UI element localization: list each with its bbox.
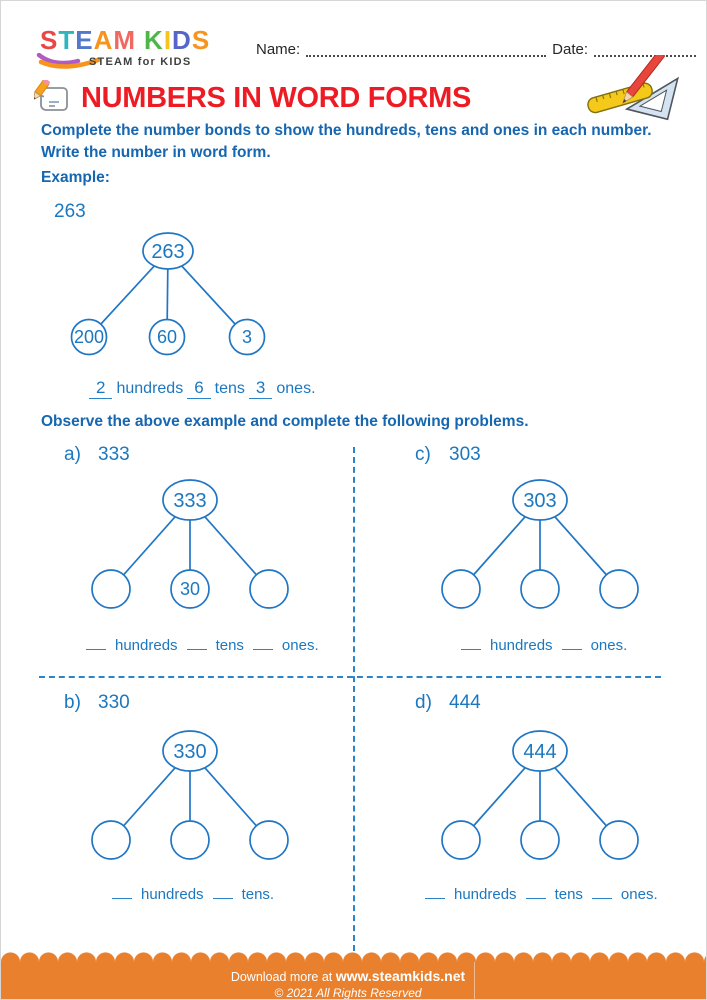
steam-kids-logo <box>40 25 211 68</box>
bond-child-value: 60 <box>156 327 178 347</box>
problem-a-number-bond <box>55 471 325 616</box>
observe-instruction: Observe the above example and complete the following problems. <box>41 413 529 430</box>
pencil-paper-icon <box>34 80 74 116</box>
answer-blank <box>592 885 612 899</box>
answer-blank <box>461 636 481 650</box>
answer-blank <box>213 885 233 899</box>
problem-d-answer-line: hundreds tens ones. <box>420 885 662 903</box>
footer-copyright: © 2021 All Rights Reserved <box>274 986 422 1000</box>
bond-top-value: 333 <box>173 490 207 512</box>
name-blank-line <box>306 42 546 57</box>
bond-top-value: 444 <box>523 741 557 763</box>
date-label: Date: <box>552 41 588 58</box>
answer-blank <box>425 885 445 899</box>
name-label: Name: <box>256 41 301 58</box>
horizontal-dashed-divider <box>39 676 661 678</box>
footer-band <box>1 962 706 999</box>
logo-word-kids: KIDS <box>144 25 211 55</box>
example-number: 263 <box>54 201 86 222</box>
answer-blank <box>187 636 207 650</box>
problem-b-answer-line: hundreds tens. <box>107 885 278 903</box>
problem-a-answer-line: hundreds tens ones. <box>81 636 323 654</box>
answer-blank <box>253 636 273 650</box>
answer-blank <box>112 885 132 899</box>
problem-c-label: c) 303 <box>415 444 481 465</box>
problem-a-label: a) 333 <box>64 444 130 465</box>
bond-child-value: 200 <box>73 327 105 347</box>
problem-d-number-bond <box>405 722 675 867</box>
example-answer-value: 2 <box>89 378 112 399</box>
page-title: NUMBERS IN WORD FORMS <box>81 81 472 114</box>
bond-child-value: 30 <box>179 579 201 599</box>
bond-top-value: 303 <box>523 490 557 512</box>
footer-download-line: Download more at www.steamkids.net <box>230 968 466 984</box>
bond-child-value: 3 <box>241 327 253 347</box>
logo-word-steam: STEAM <box>40 25 137 55</box>
footer-scallop-edge <box>1 951 706 962</box>
example-answer-line: 2 hundreds 6 tens 3 ones. <box>85 378 316 399</box>
example-answer-value: 6 <box>187 378 210 399</box>
problem-c-answer-line: hundreds ones. <box>456 636 631 654</box>
instructions-text: Complete the number bonds to show the hundreds, tens and ones in each number. Write the number in word form. <box>41 122 652 161</box>
footer <box>1 951 706 999</box>
problem-c-number-bond <box>405 471 675 616</box>
pencil-ruler-setsquare-icon <box>585 55 689 125</box>
answer-blank <box>86 636 106 650</box>
footer-site-url: www.steamkids.net <box>335 968 466 984</box>
logo-subtitle: STEAM for KIDS <box>89 56 192 68</box>
example-answer-value: 3 <box>249 378 272 399</box>
footer-text <box>1 968 695 1000</box>
bond-top-value: 330 <box>173 741 207 763</box>
example-label: Example: <box>41 169 110 186</box>
answer-blank <box>526 885 546 899</box>
problem-b-label: b) 330 <box>64 692 130 713</box>
answer-blank <box>562 636 582 650</box>
title-row <box>34 80 471 116</box>
bond-top-value: 263 <box>151 241 185 263</box>
example-number-bond <box>43 225 293 360</box>
vertical-dashed-divider <box>353 447 355 951</box>
problem-d-label: d) 444 <box>415 692 481 713</box>
problem-b-number-bond <box>55 722 325 867</box>
